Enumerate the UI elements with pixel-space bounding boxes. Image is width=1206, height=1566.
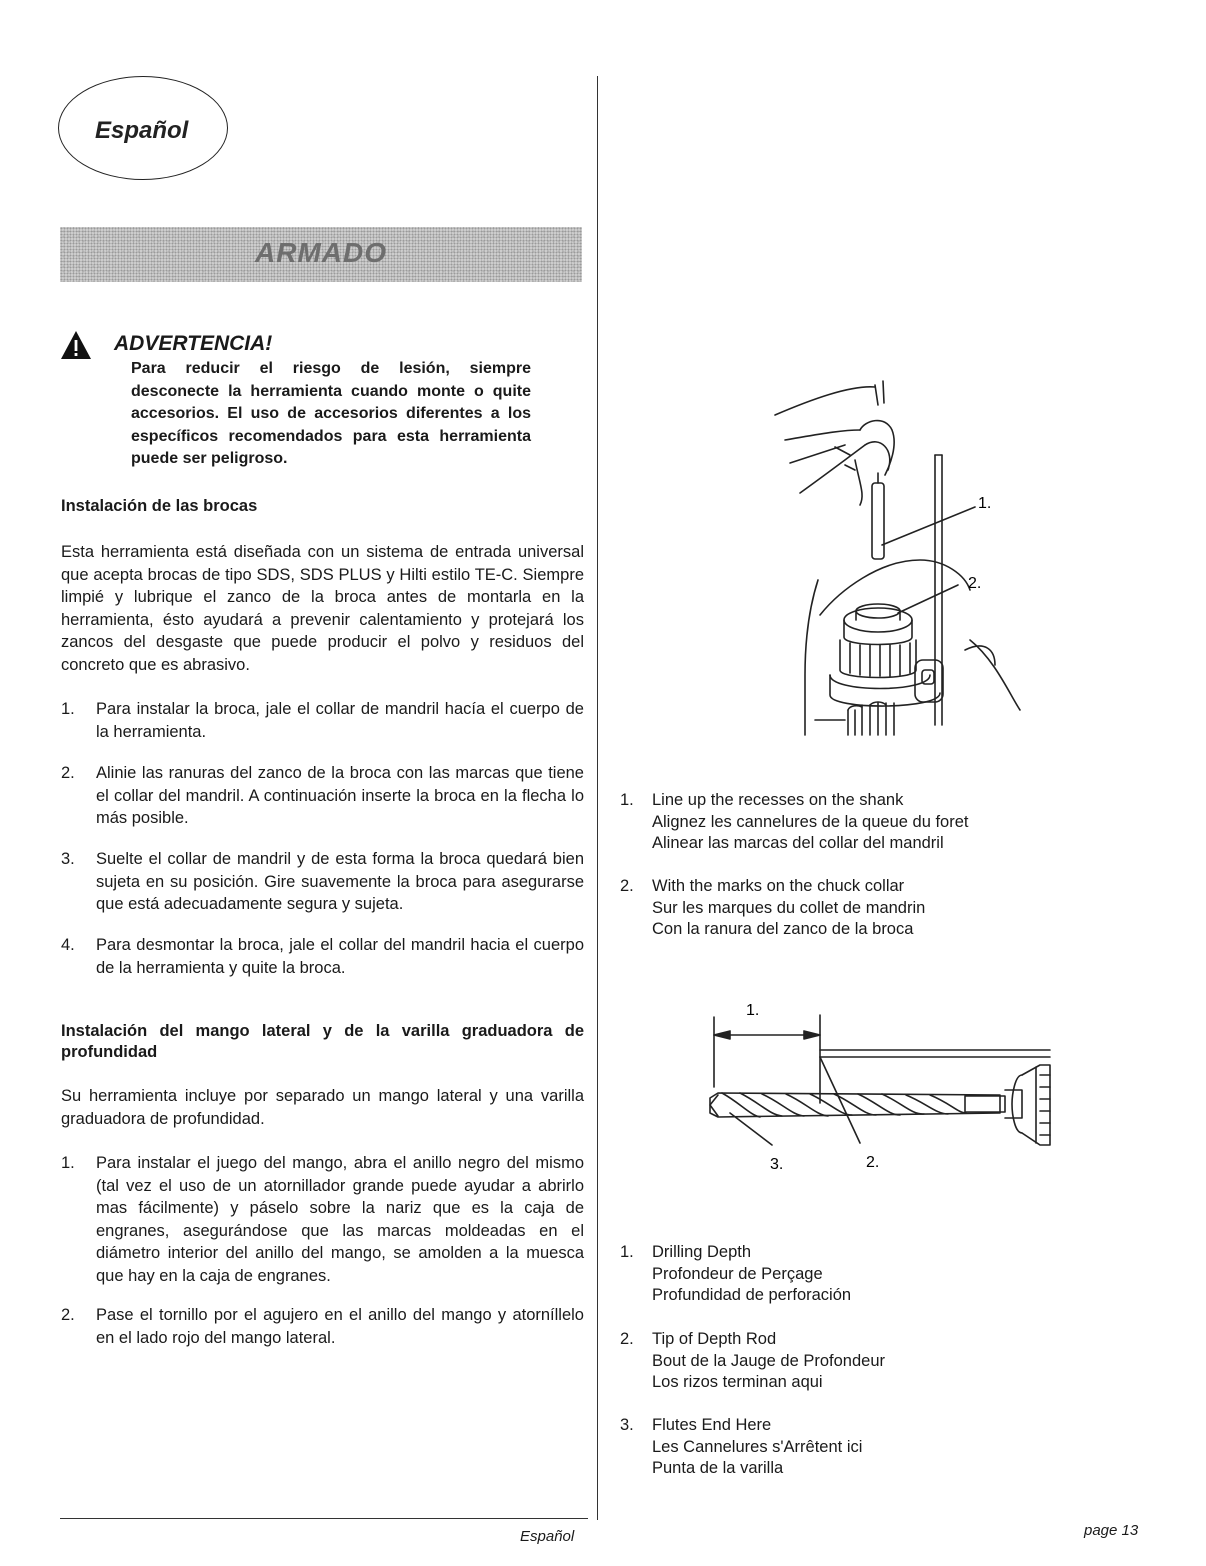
warning-text: Para reducir el riesgo de lesión, siempre desconecte la herramienta cuando monte o quite accesorios. El uso de accesorios diferentes a los específicos recomendados para esta herramienta puede ser peligroso.	[131, 360, 531, 467]
warning-icon	[60, 330, 92, 360]
side-handle-intro-block	[61, 1085, 584, 1130]
page-number: page 13	[1084, 1522, 1139, 1539]
caption-line: With the marks on the chuck collar	[652, 877, 905, 895]
caption-line: Alinear las marcas del collar del mandril	[652, 834, 944, 853]
caption-line: Sur les marques du collet de mandrin	[652, 898, 926, 917]
list-item-text: Pase el tornillo por el agujero en el anillo del mango y atorníllelo en el lado rojo del mango lateral.	[96, 1306, 584, 1347]
bit-insertion-illustration	[770, 375, 1030, 745]
section-banner	[60, 227, 582, 282]
footer-language: Español	[520, 1528, 575, 1545]
figure1-label-1: 1.	[978, 495, 992, 512]
caption-line: Flutes End Here	[652, 1416, 772, 1434]
section-title: ARMADO	[255, 237, 387, 268]
figure2-label-2: 2.	[866, 1154, 880, 1171]
caption-line: Profondeur de Perçage	[652, 1264, 823, 1283]
side-handle-section	[61, 1021, 584, 1063]
caption-number: 2.	[620, 1330, 634, 1348]
list-item-number: 3.	[61, 850, 75, 868]
figure2-label-1: 1.	[746, 1002, 760, 1019]
bit-installation-intro: Esta herramienta está diseñada con un sistema de entrada universal que acepta brocas de tipo SDS, SDS PLUS y Hilti estilo TE-C. Siempre limpié y lubrique el zanco de la broca antes de montarla en la herramienta, ésto ayudará a prevenir calentamiento y protejará los zancos del desgaste que puede producir el polvo y residuos del concreto que es abrasivo.	[61, 543, 584, 674]
caption-line: Profundidad de perforación	[652, 1286, 852, 1305]
caption-line: Tip of Depth Rod	[652, 1330, 777, 1348]
figure2-label-3: 3.	[770, 1156, 784, 1173]
caption-line: Line up the recesses on the shank	[652, 791, 904, 809]
list-item-number: 1.	[61, 700, 75, 718]
list-item-number: 1.	[61, 1154, 75, 1172]
drill-depth-diagram	[700, 995, 1060, 1175]
list-item-text: Para instalar la broca, jale el collar de mandril hacía el cuerpo de la herramienta.	[96, 700, 584, 741]
column-divider	[597, 76, 598, 1520]
language-badge-label: Español	[95, 117, 189, 144]
caption-line: Punta de la varilla	[652, 1459, 784, 1478]
caption-number: 1.	[620, 1243, 634, 1261]
caption-number: 2.	[620, 877, 634, 895]
caption-line: Les Cannelures s'Arrêtent ici	[652, 1437, 863, 1456]
list-item-text: Alinie las ranuras del zanco de la broca con las marcas que tiene el collar del mandril. A continuación inserte la broca en la flecha lo más posible.	[96, 764, 584, 828]
list-item-text: Para instalar el juego del mango, abra el anillo negro del mismo (tal vez el uso de un atornillador grande puede ayudar a abrirlo mas fácilmente) y páselo sobre la nariz que es la caja de engranes, asegurándose que las marcas moldeadas en el diámetro interior del anillo del mango, se amolden a la muesca que hay en la caja de engranes.	[96, 1154, 584, 1285]
caption-number: 1.	[620, 791, 634, 809]
caption-line: Alignez les cannelures de la queue du foret	[652, 812, 969, 831]
list-item-number: 4.	[61, 936, 75, 954]
caption-line: Bout de la Jauge de Profondeur	[652, 1351, 886, 1370]
caption-line: Con la ranura del zanco de la broca	[652, 920, 914, 939]
footer-rule	[60, 1518, 588, 1519]
side-handle-intro: Su herramienta incluye por separado un mango lateral y una varilla graduadora de profundidad.	[61, 1087, 584, 1128]
warning-title: ADVERTENCIA!	[114, 332, 273, 355]
list-item-number: 2.	[61, 764, 75, 782]
caption-line: Drilling Depth	[652, 1243, 752, 1261]
bit-installation-heading: Instalación de las brocas	[61, 497, 258, 515]
language-badge	[58, 76, 228, 180]
caption-number: 3.	[620, 1416, 634, 1434]
bit-installation-section	[61, 496, 584, 517]
list-item-number: 2.	[61, 1306, 75, 1324]
list-item-text: Suelte el collar de mandril y de esta forma la broca quedará bien sujeta en su posición. Gire suavemente la broca para asegurarse que está adecuadamente segura y sujeta.	[96, 850, 584, 914]
list-item-text: Para desmontar la broca, jale el collar del mandril hacia el cuerpo de la herramienta y quite la broca.	[96, 936, 584, 977]
figure1-label-2: 2.	[968, 575, 982, 592]
caption-line: Los rizos terminan aqui	[652, 1373, 823, 1392]
side-handle-heading: Instalación del mango lateral y de la varilla graduadora de profundidad	[61, 1022, 584, 1061]
bit-installation-intro-block	[61, 541, 584, 677]
